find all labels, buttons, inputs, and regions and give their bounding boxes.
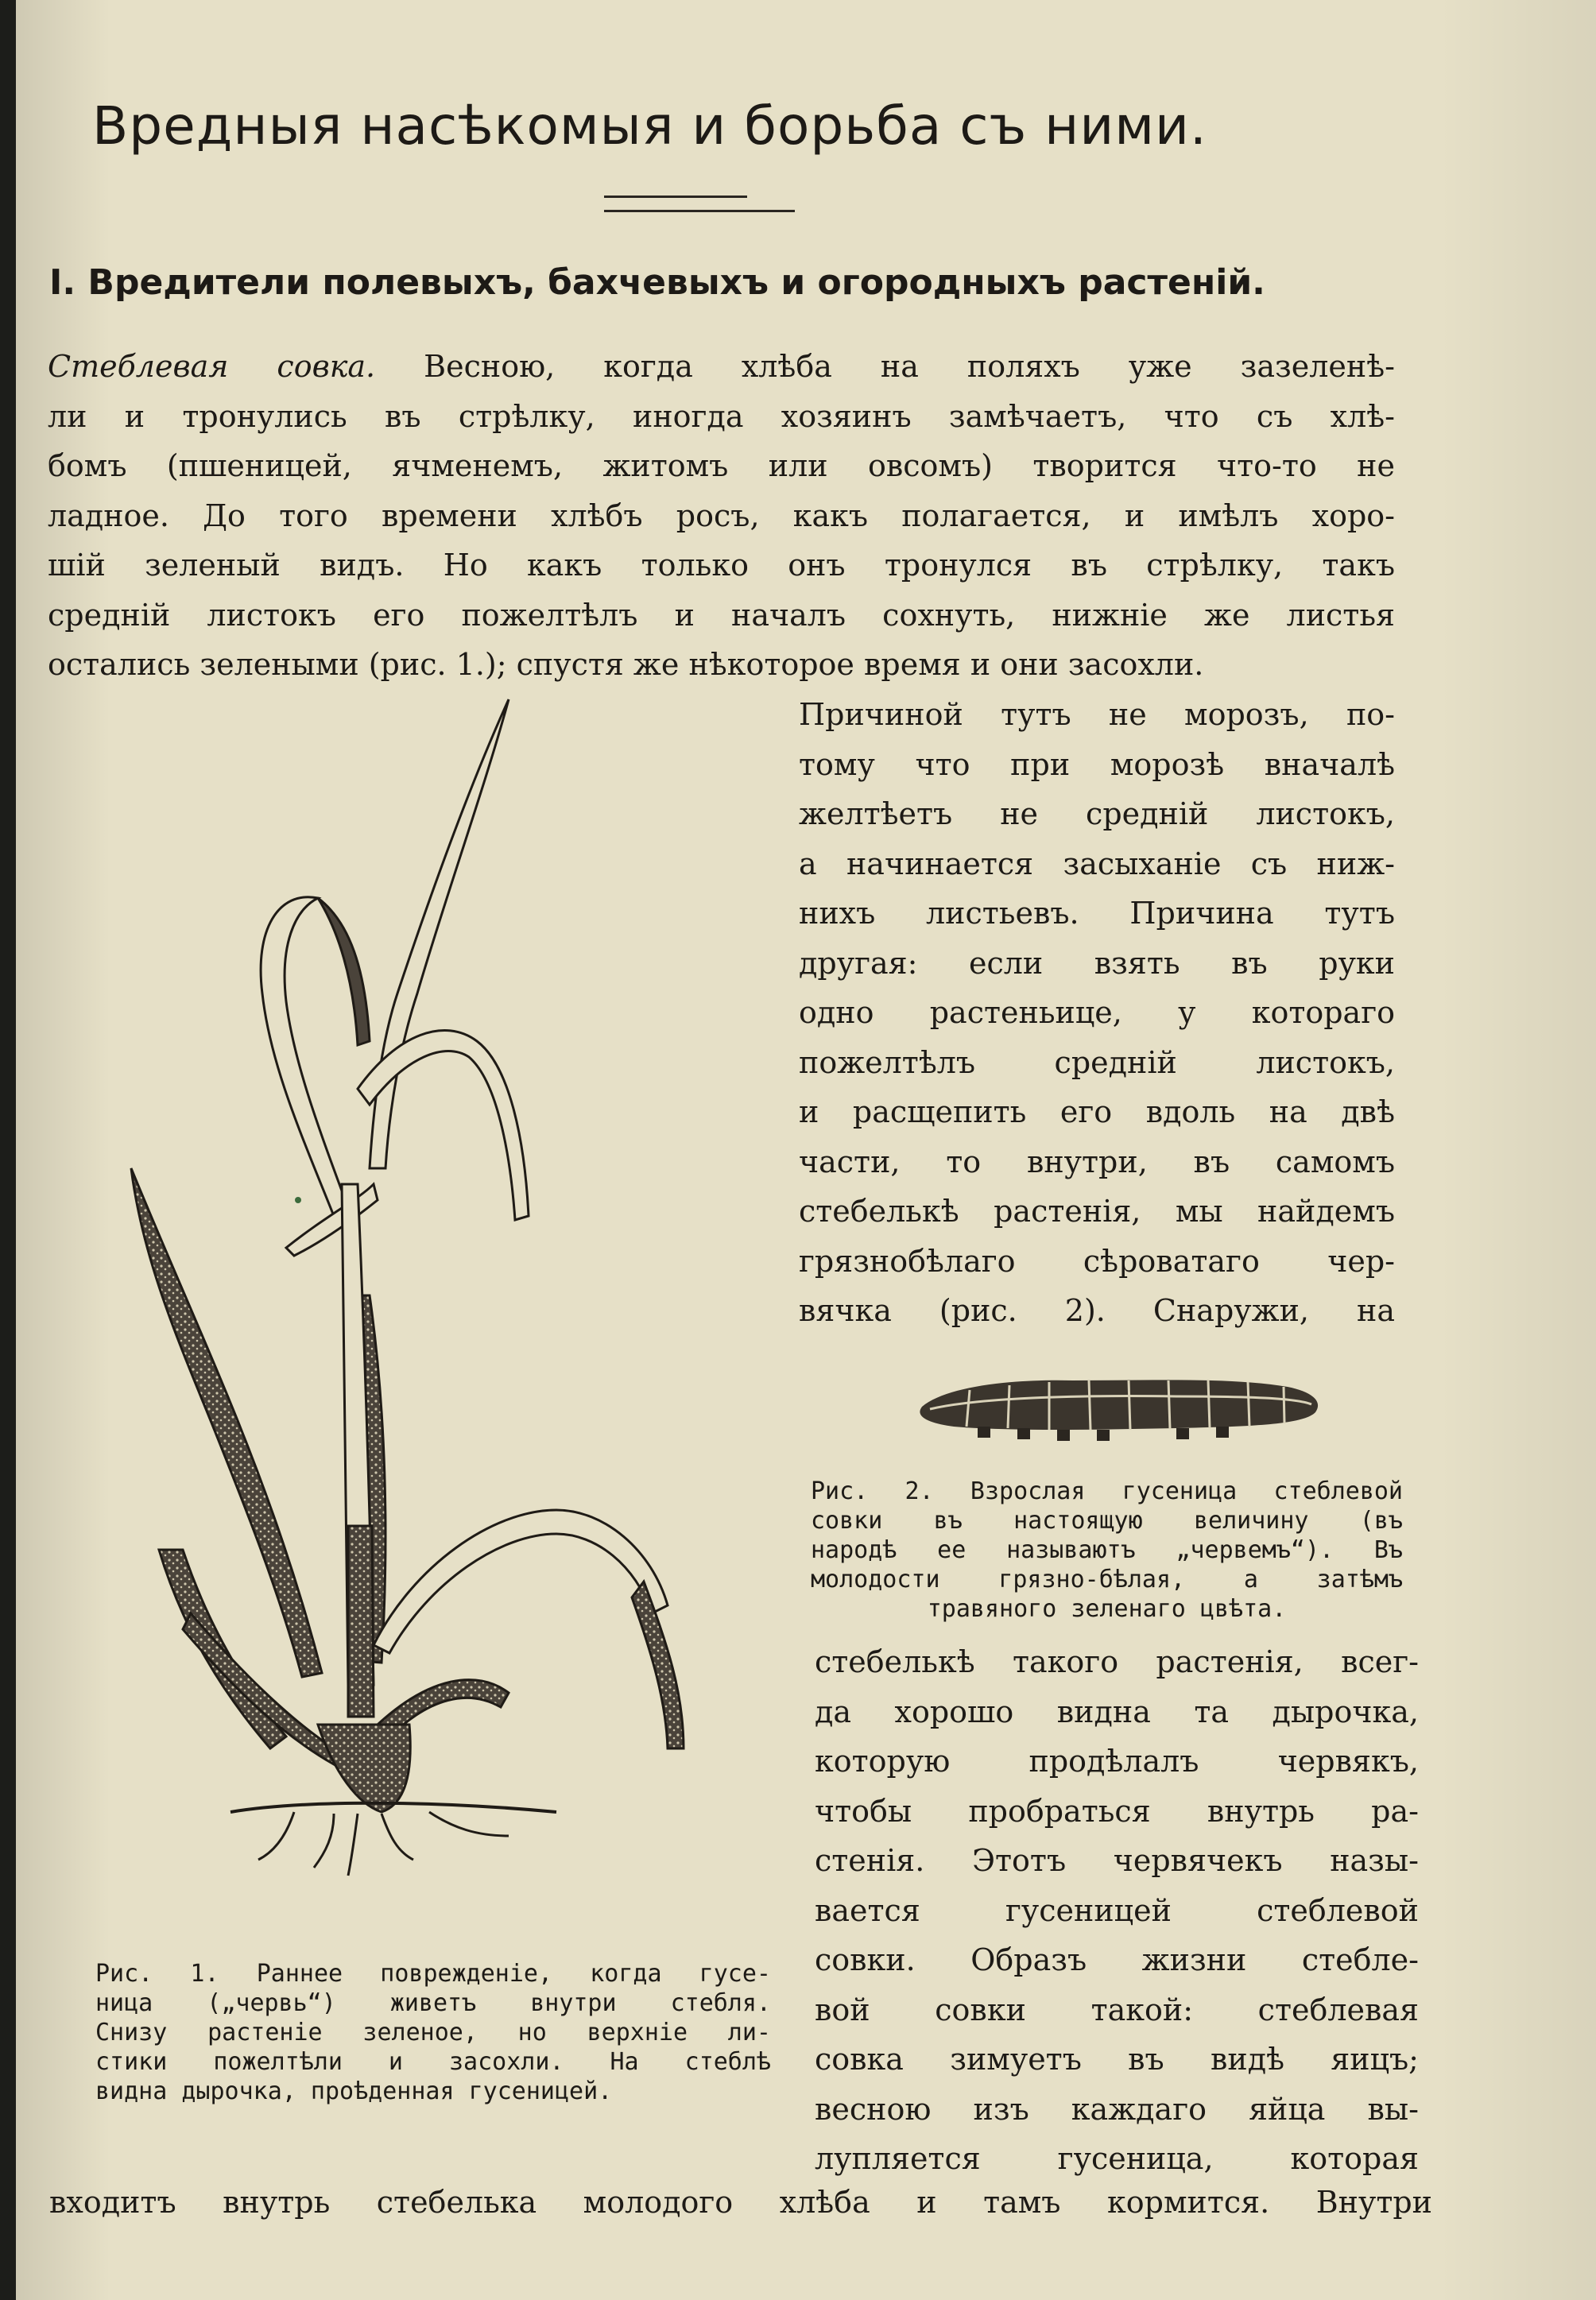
column-line: одно растеньице, у котораго <box>799 995 1395 1030</box>
right-column-upper <box>799 690 1395 1336</box>
column-line: совки. Образъ жизни стебле- <box>815 1942 1419 1977</box>
intro-line-1: Стеблевая совка. Весною, когда хлѣба на поляхъ уже зазеленѣ- <box>48 349 1395 384</box>
intro-line-7: остались зелеными (рис. 1.); спустя же нѣкоторое время и они засохли. <box>48 647 1204 682</box>
wheat-plant-illustration <box>95 691 747 1963</box>
column-line: вой совки такой: стеблевая <box>815 1992 1419 2027</box>
caterpillar-illustration <box>914 1363 1327 1442</box>
column-line: а начинается засыханіе съ ниж- <box>799 846 1395 881</box>
column-line: тому что при морозѣ вначалѣ <box>799 746 1395 782</box>
column-line: да хорошо видна та дырочка, <box>815 1694 1419 1729</box>
intro-term: Стеблевая совка. <box>48 349 376 384</box>
intro-line-4: ладное. До того времени хлѣбъ росъ, какъ полагается, и имѣлъ хоро- <box>48 498 1395 533</box>
final-paragraph-line: входитъ внутрь стебелька молодого хлѣба и тамъ кормится. Внутри <box>49 2185 1432 2220</box>
column-line: грязнобѣлаго сѣроватаго чер- <box>799 1243 1395 1279</box>
column-line: желтѣетъ не средній листокъ, <box>799 796 1395 831</box>
intro-line-3: бомъ (пшеницей, ячменемъ, житомъ или овсомъ) творится что-то не <box>48 448 1395 483</box>
column-line: стебелькѣ такого растенія, всег- <box>815 1644 1419 1679</box>
column-line: лупляется гусеница, которая <box>815 2141 1419 2176</box>
fig2-caption: Рис. 2. Взрослая гусеница стеблевой совки въ настоящую величину (въ народѣ ее называютъ „червемъ“). Въ молодости грязно-бѣлая, а затѣмъ травяного зеленаго цвѣта. <box>811 1477 1403 1623</box>
column-line: чтобы пробраться внутрь ра- <box>815 1793 1419 1829</box>
column-line: нихъ листьевъ. Причина тутъ <box>799 896 1395 931</box>
title-rule-lower <box>604 210 795 212</box>
column-line: стебелькѣ растенія, мы найдемъ <box>799 1194 1395 1229</box>
column-line: стенія. Этотъ червячекъ назы- <box>815 1843 1419 1878</box>
column-line: вается гусеницей стеблевой <box>815 1892 1419 1928</box>
intro-paragraph <box>48 342 1395 690</box>
column-line: весною изъ каждаго яйца вы- <box>815 2091 1419 2127</box>
column-line: части, то внутри, въ самомъ <box>799 1144 1395 1179</box>
intro-line-6: средній листокъ его пожелтѣлъ и началъ сохнуть, нижніе же листья <box>48 597 1395 633</box>
column-line: вячка (рис. 2). Снаружи, на <box>799 1293 1395 1328</box>
column-line: другая: если взять въ руки <box>799 945 1395 981</box>
column-line: Причиной тутъ не морозъ, по- <box>799 697 1395 732</box>
column-line: которую продѣлалъ червякъ, <box>815 1744 1419 1779</box>
fig1-caption: Рис. 1. Раннее поврежденіе, когда гусе- ница („червь“) живетъ внутри стебля. Снизу растеніе зеленое, но верхніе ли- стики пожелтѣли и засохли. На стеблѣ видна дырочка, проѣденная гусеницей. <box>95 1960 771 2105</box>
title-rule-upper <box>604 196 747 198</box>
section-heading: І. Вредители полевыхъ, бахчевыхъ и огородныхъ растеній. <box>49 262 1265 303</box>
page-title: Вредныя насѣкомыя и борьба съ ними. <box>92 95 1207 157</box>
intro-line-5: шій зеленый видъ. Но какъ только онъ тронулся въ стрѣлку, такъ <box>48 548 1395 583</box>
column-line: пожелтѣлъ средній листокъ, <box>799 1044 1395 1080</box>
right-column-lower <box>815 1637 1419 2184</box>
column-line: и расщепить его вдоль на двѣ <box>799 1094 1395 1129</box>
intro-line-2: ли и тронулись въ стрѣлку, иногда хозяинъ замѣчаетъ, что съ хлѣ- <box>48 398 1395 434</box>
column-line: совка зимуетъ въ видѣ яицъ; <box>815 2042 1419 2077</box>
scanned-page <box>16 0 1596 2300</box>
